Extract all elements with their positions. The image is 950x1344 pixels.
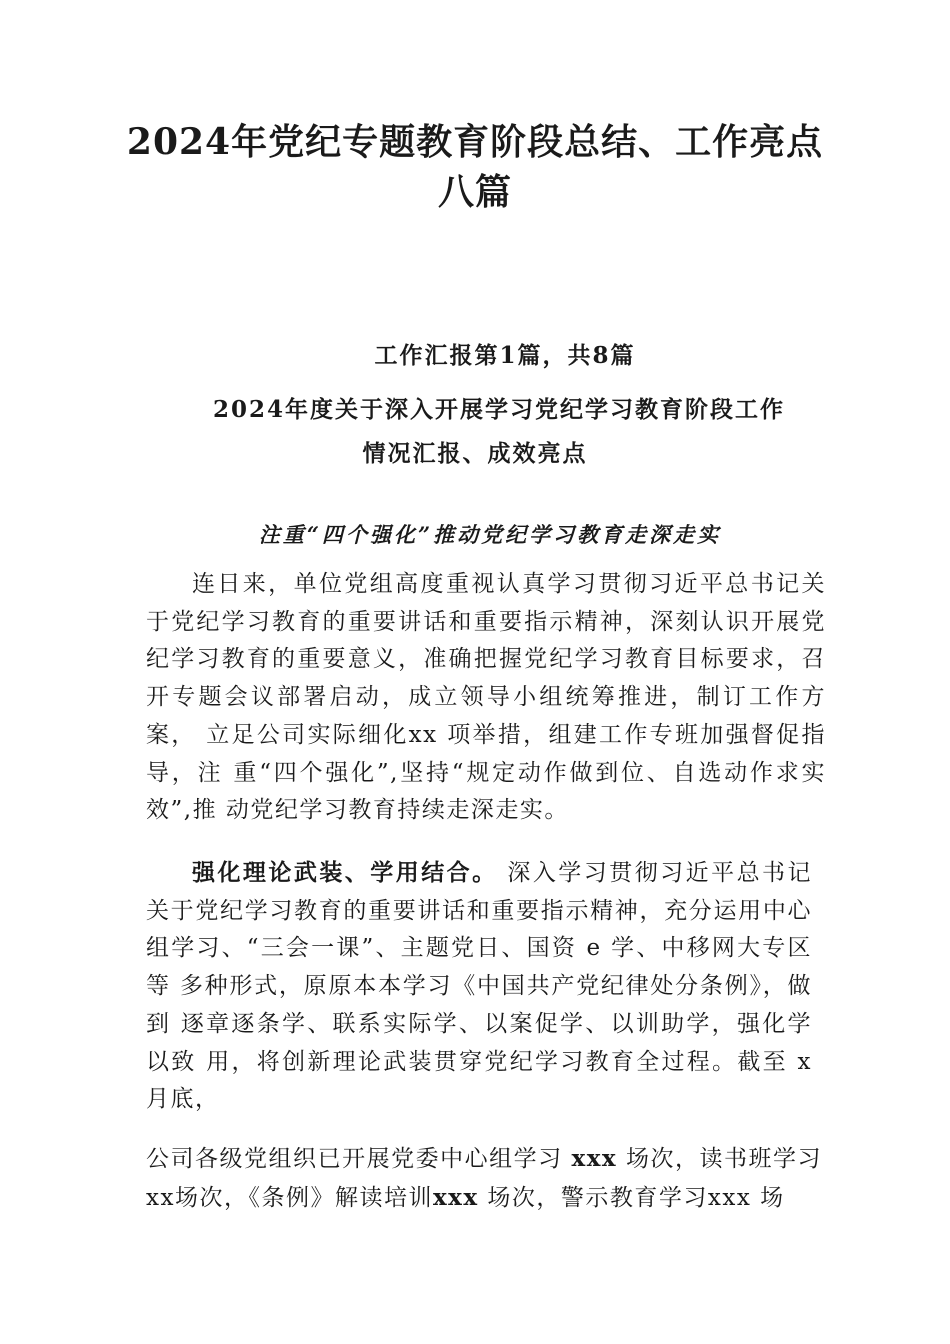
paragraph-2-body: 深入学习贯彻习近平总书记关于党纪学习教育的重要讲话和重要指示精神，充分运用中心组学习、“三会一课”、主题党日、国资 e 学、中移网大专区等 多种形式，原原本本学习《中国共产党纪律处分条例》，做到 逐章逐条学、联系实际学、以案促学、以训助学，强化学以致 用，将创新理论武装贯穿党纪学习教育全过程。截至 x 月底， [146,860,812,1113]
paragraph-3-part-c: 场次，读书班学习xx场次，《条例》解读培训 [146,1146,823,1211]
paragraph-2-lead: 强化理论武装、学用结合。 [192,859,498,886]
report-index-line: 工作汇报第1篇，共8篇 [374,342,636,369]
document-title-line2: 八篇 [437,171,512,213]
report-heading-line2: 情况汇报、成效亮点 [362,440,588,467]
paragraph-3-part-a: 公司各级党组织已开展党委中心组学习 [146,1146,572,1172]
body-paragraph-2 [146,854,812,1119]
section-title: 注重“四个强化”推动党纪学习教育走深走实 [258,522,722,547]
paragraph-3-count-1: xxx [571,1145,618,1172]
document-title-line1: 2024年党纪专题教育阶段总结、工作亮点 [126,121,824,163]
body-paragraph-1: 连日来，单位党组高度重视认真学习贯彻习近平总书记关于党纪学习教育的重要讲话和重要指示精神，深刻认识开展党纪学习教育的重要意义，准确把握党纪学习教育目标要求，召开专题会议部署启动，成立领导小组统筹推进，制订工作方案， 立足公司实际细化xx 项举措，组建工作专班加强督促指导，注 重“四个强化”,坚持“规定动作做到位、自选动作求实效”,推 动党纪学习教育持续走深走实。 [146,571,826,824]
paragraph-3-part-e: 场次，警示教育学习xxx 场 [478,1184,785,1211]
paragraph-3-count-2: xxx [432,1183,479,1211]
report-heading-line1: 2024年度关于深入开展学习党纪学习教育阶段工作 [212,396,785,423]
body-paragraph-3 [146,1140,822,1217]
